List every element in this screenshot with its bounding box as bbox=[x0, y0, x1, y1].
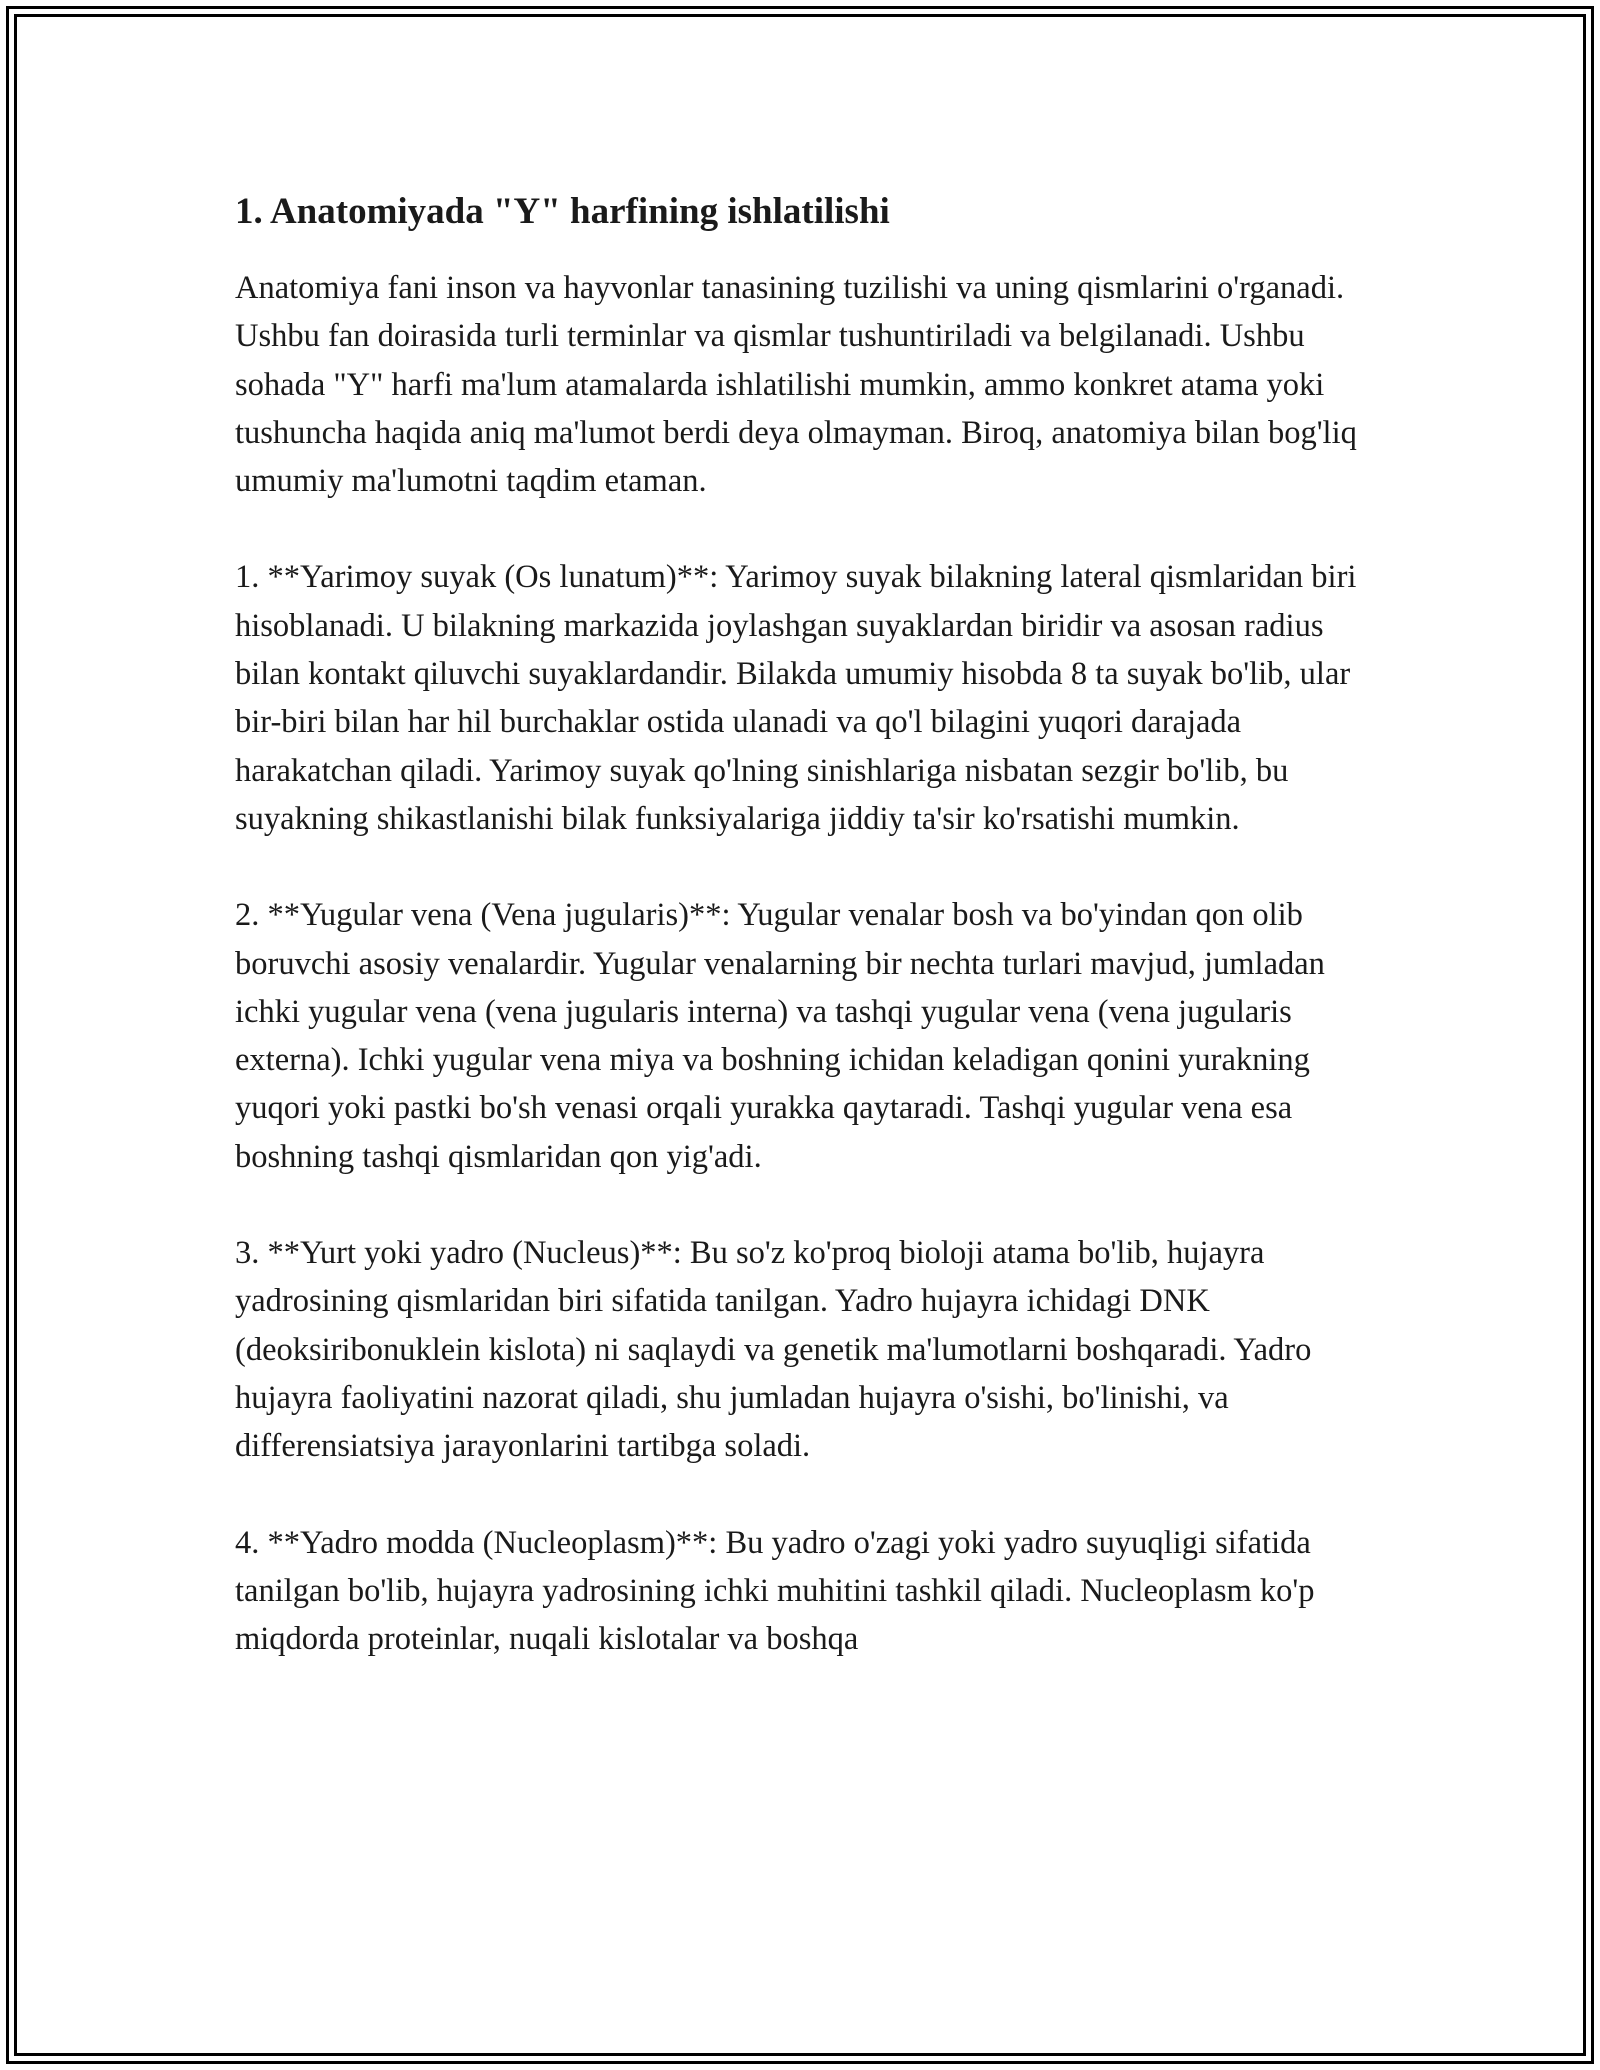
paragraph-yugular-vena: 2. **Yugular vena (Vena jugularis)**: Yugular venalar bosh va bo'yindan qon olib boruvchi asosiy venalardir. Yugular venalarning bir nechta turlari mavjud, jumladan ichki yugular vena (vena jugularis interna) va tashqi yugular vena (vena jugularis externa). Ichki yugular vena miya va boshning ichidan keladigan qonini yurakning yuqori yoki pastki bo'sh venasi orqali yurakka qaytaradi. Tashqi yugular vena esa boshning tashqi qismlaridan qon yig'adi. bbox=[235, 897, 1325, 1175]
intro-paragraph: Anatomiya fani inson va hayvonlar tanasining tuzilishi va uning qismlarini o'rganadi. Ushbu fan doirasida turli terminlar va qismlar tushuntiriladi va belgilanadi. Ushbu sohada "Y" harfi ma'lum atamalarda ishlatilishi mumkin, ammo konkret atama yoki tushuncha haqida aniq ma'lumot berdi deya olmayman. Biroq, anatomiya bilan bog'liq umumiy ma'lumotni taqdim etaman. bbox=[235, 270, 1357, 500]
paragraph-yarimoy-suyak: 1. **Yarimoy suyak (Os lunatum)**: Yarimoy suyak bilakning lateral qismlaridan biri hisoblanadi. U bilakning markazida joylashgan suyaklardan biridir va asosan radius bilan kontakt qiluvchi suyaklardandir. Bilakda umumiy hisobda 8 ta suyak bo'lib, ular bir-biri bilan har hil burchaklar ostida ulanadi va qo'l bilagini yuqori darajada harakatchan qiladi. Yarimoy suyak qo'lning sinishlariga nisbatan sezgir bo'lib, bu suyakning shikastlanishi bilak funksiyalariga jiddiy ta'sir ko'rsatishi mumkin. bbox=[235, 559, 1357, 837]
document-title: 1. Anatomiyada "Y" harfining ishlatilishi bbox=[235, 191, 890, 232]
paragraph-yadro-modda: 4. **Yadro modda (Nucleoplasm)**: Bu yadro o'zagi yoki yadro suyuqligi sifatida tanilgan bo'lib, hujayra yadrosining ichki muhitini tashkil qiladi. Nucleoplasm ko'p miqdorda proteinlar, nuqali kislotalar va boshqa bbox=[235, 1524, 1315, 1658]
paragraph-yadro: 3. **Yurt yoki yadro (Nucleus)**: Bu so'z ko'proq bioloji atama bo'lib, hujayra yadrosining qismlaridan biri sifatida tanilgan. Yadro hujayra ichidagi DNK (deoksiribonuklein kislota) ni saqlaydi va genetik ma'lumotlarni boshqaradi. Yadro hujayra faoliyatini nazorat qiladi, shu jumladan hujayra o'sishi, bo'linishi, va differensiatsiya jarayonlarini tartibga soladi. bbox=[235, 1235, 1312, 1465]
document-body bbox=[235, 186, 1360, 1711]
